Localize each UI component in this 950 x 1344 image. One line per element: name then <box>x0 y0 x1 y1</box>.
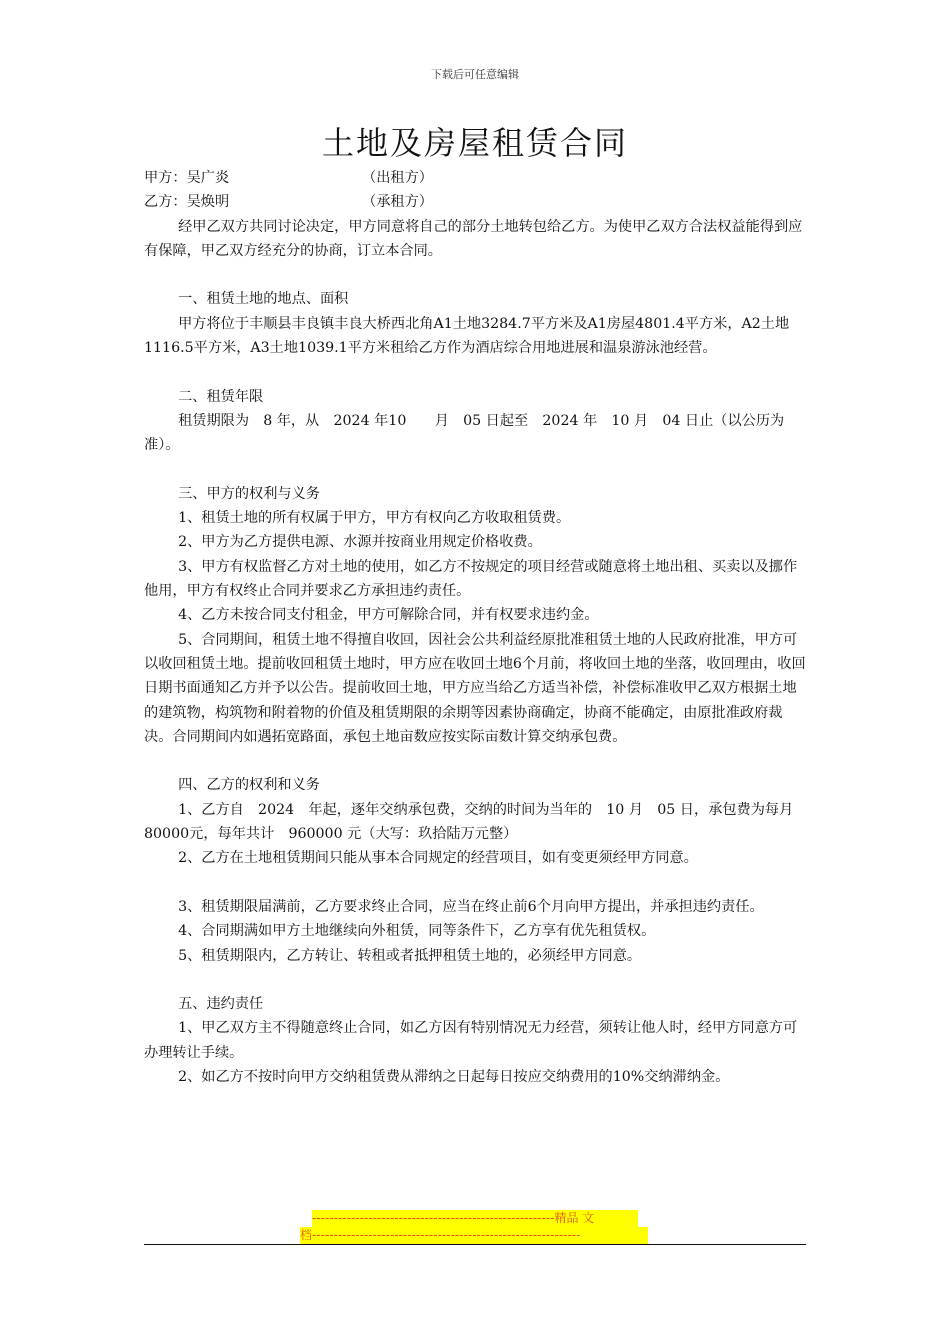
section-2-body: 租赁期限为 8 年，从 2024 年10 月 05 日起至 2024 年 10 月 04 日止（以公历为准）。 <box>144 412 785 454</box>
section-4-item-5: 5、租赁期限内，乙方转让、转租或者抵押租赁土地的，必须经甲方同意。 <box>178 947 642 964</box>
section-1-body: 甲方将位于丰顺县丰良镇丰良大桥西北角A1土地3284.7平方米及A1房屋4801.4平方米，A2土地1116.5平方米，A3土地1039.1平方米租给乙方作为酒店综合用地进展和温泉游泳池经营。 <box>144 315 790 357</box>
section-3-item-5: 5、合同期间，租赁土地不得擅自收回，因社会公共利益经原批准租赁土地的人民政府批准，甲方可以收回租赁土地。提前收回租赁土地时，甲方应在收回土地6个月前，将收回土地的坐落，收回理由，收回日期书面通知乙方并予以公告。提前收回土地，甲方应当给乙方适当补偿，补偿标准收甲乙双方根据土地的建筑物，构筑物和附着物的价值及租赁期限的余期等因素协商确定，协商不能确定，由原批准政府裁决。合同期间内如遇拓宽路面，承包土地亩数应按实际亩数计算交纳承包费。 <box>144 631 806 745</box>
party-b-name: 乙方：吴焕明 <box>144 194 230 211</box>
contract-body <box>144 166 808 1089</box>
section-3-item-3: 3、甲方有权监督乙方对土地的使用，如乙方不按规定的项目经营或随意将土地出租、买卖以及挪作他用，甲方有权终止合同并要求乙方承担违约责任。 <box>144 558 798 600</box>
spacer <box>144 749 808 773</box>
footer-divider <box>144 1244 806 1245</box>
section-4-item-1: 1、乙方自 2024 年起，逐年交纳承包费，交纳的时间为当年的 10 月 05 日，承包费为每月80000元，每年共计 960000 元（大写：玖拾陆万元整） <box>144 801 794 843</box>
section-4-item-2: 2、乙方在土地租赁期间只能从事本合同规定的经营项目，如有变更须经甲方同意。 <box>178 850 698 867</box>
section-4-item-4: 4、合同期满如甲方土地继续向外租赁，同等条件下，乙方享有优先租赁权。 <box>178 923 656 940</box>
section-3-item-4: 4、乙方未按合同支付租金，甲方可解除合同，并有权要求违约金。 <box>178 607 599 624</box>
party-b-role: （承租方） <box>362 194 433 211</box>
spacer <box>144 263 808 287</box>
spacer <box>144 871 808 895</box>
section-4-heading: 四、乙方的权利和义务 <box>178 777 320 794</box>
section-3-item-2: 2、甲方为乙方提供电源、水源并按商业用规定价格收费。 <box>178 534 542 551</box>
section-3-heading: 三、甲方的权利与义务 <box>178 485 320 502</box>
party-a-role: （出租方） <box>362 170 433 186</box>
footer-banner <box>300 1210 652 1244</box>
section-5-item-1: 1、甲乙双方主不得随意终止合同，如乙方因有特别情况无力经营，须转让他人时，经甲方同意方可办理转让手续。 <box>144 1020 798 1061</box>
spacer <box>144 360 808 384</box>
section-2-heading: 二、租赁年限 <box>178 388 264 405</box>
spacer <box>144 458 808 482</box>
footer-banner-line-2: 档-------------------------------------------------------------- <box>300 1227 648 1244</box>
party-a-line <box>144 166 808 190</box>
party-b-line <box>144 190 808 214</box>
document-title: 土地及房屋租赁合同 <box>321 124 628 162</box>
header-note: 下载后可任意编辑 <box>431 68 519 81</box>
party-a-name: 甲方：吴广炎 <box>144 170 230 186</box>
spacer <box>144 968 808 992</box>
footer-banner-line-1: --------------------------------------------------------精品 文 <box>312 1210 638 1227</box>
section-5-item-2: 2、如乙方不按时向甲方交纳租赁费从滞纳之日起每日按应交纳费用的10%交纳滞纳金。 <box>178 1068 730 1085</box>
section-1-heading: 一、租赁土地的地点、面积 <box>178 291 349 308</box>
section-5-heading: 五、违约责任 <box>178 996 264 1013</box>
section-3-item-1: 1、租赁土地的所有权属于甲方，甲方有权向乙方收取租赁费。 <box>178 510 571 527</box>
intro-paragraph: 经甲乙双方共同讨论决定，甲方同意将自己的部分土地转包给乙方。为使甲乙双方合法权益能得到应有保障，甲乙双方经充分的协商，订立本合同。 <box>144 218 803 259</box>
section-4-item-3: 3、租赁期限届满前，乙方要求终止合同，应当在终止前6个月向甲方提出，并承担违约责任。 <box>178 898 764 915</box>
